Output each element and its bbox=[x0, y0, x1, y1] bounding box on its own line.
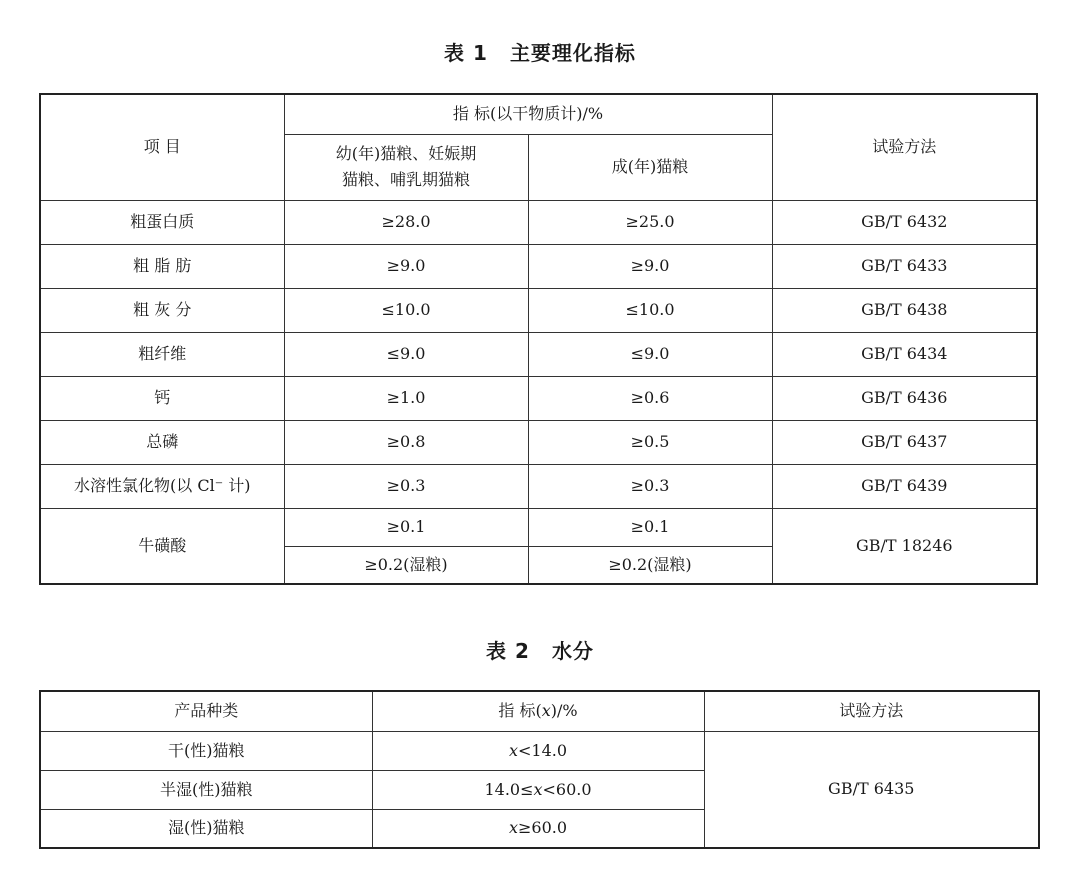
row-item: 粗 灰 分 bbox=[40, 288, 284, 332]
row-young-value: ≥0.1 bbox=[284, 508, 528, 546]
header-method: 试验方法 bbox=[772, 94, 1037, 200]
row-young-value: ≤10.0 bbox=[284, 288, 528, 332]
row-product-type: 湿(性)猫粮 bbox=[40, 809, 372, 848]
row-method: GB/T 6436 bbox=[772, 376, 1037, 420]
row-adult-value: ≤10.0 bbox=[528, 288, 772, 332]
table-row bbox=[40, 376, 1037, 420]
row-item: 水溶性氯化物(以 Cl⁻ 计) bbox=[40, 464, 284, 508]
table-row bbox=[40, 288, 1037, 332]
table-row bbox=[40, 332, 1037, 376]
row-young-value: ≥0.3 bbox=[284, 464, 528, 508]
table-row bbox=[40, 200, 1037, 244]
row-young-value: ≥28.0 bbox=[284, 200, 528, 244]
row-method: GB/T 6438 bbox=[772, 288, 1037, 332]
row-moisture-value: x<14.0 bbox=[372, 731, 704, 770]
header-indicator-group: 指 标(以干物质计)/% bbox=[284, 94, 772, 134]
header-item: 项 目 bbox=[40, 94, 284, 200]
header-indicator: 指 标(x)/% bbox=[372, 691, 704, 731]
row-item: 总磷 bbox=[40, 420, 284, 464]
table-row bbox=[40, 420, 1037, 464]
row-young-value: ≤9.0 bbox=[284, 332, 528, 376]
row-young-value: ≥0.2(湿粮) bbox=[284, 546, 528, 584]
table-row bbox=[40, 464, 1037, 508]
row-adult-value: ≥25.0 bbox=[528, 200, 772, 244]
row-adult-value: ≥0.2(湿粮) bbox=[528, 546, 772, 584]
row-item: 钙 bbox=[40, 376, 284, 420]
table-row bbox=[40, 731, 1039, 770]
row-method: GB/T 6435 bbox=[704, 731, 1039, 848]
table-row bbox=[40, 508, 1037, 546]
row-product-type: 干(性)猫粮 bbox=[40, 731, 372, 770]
row-product-type: 半湿(性)猫粮 bbox=[40, 770, 372, 809]
row-adult-value: ≥9.0 bbox=[528, 244, 772, 288]
moisture-table bbox=[39, 690, 1040, 849]
row-adult-value: ≥0.5 bbox=[528, 420, 772, 464]
row-method: GB/T 6432 bbox=[772, 200, 1037, 244]
row-method: GB/T 18246 bbox=[772, 508, 1037, 584]
row-method: GB/T 6437 bbox=[772, 420, 1037, 464]
row-young-value: ≥9.0 bbox=[284, 244, 528, 288]
table2-name: 水分 bbox=[551, 639, 594, 663]
header-product-type: 产品种类 bbox=[40, 691, 372, 731]
row-method: GB/T 6433 bbox=[772, 244, 1037, 288]
table-row bbox=[40, 244, 1037, 288]
physicochemical-indicators-table bbox=[39, 93, 1038, 585]
row-moisture-value: 14.0≤x<60.0 bbox=[372, 770, 704, 809]
header-adult-cat-food: 成(年)猫粮 bbox=[528, 134, 772, 200]
row-adult-value: ≥0.6 bbox=[528, 376, 772, 420]
row-moisture-value: x≥60.0 bbox=[372, 809, 704, 848]
row-young-value: ≥0.8 bbox=[284, 420, 528, 464]
row-adult-value: ≤9.0 bbox=[528, 332, 772, 376]
row-item: 粗蛋白质 bbox=[40, 200, 284, 244]
table2-title bbox=[0, 635, 1080, 664]
row-item: 粗纤维 bbox=[40, 332, 284, 376]
table1-number: 表 1 bbox=[444, 41, 488, 65]
table1-name: 主要理化指标 bbox=[509, 41, 636, 65]
row-method: GB/T 6434 bbox=[772, 332, 1037, 376]
row-method: GB/T 6439 bbox=[772, 464, 1037, 508]
row-item: 粗 脂 肪 bbox=[40, 244, 284, 288]
table2-number: 表 2 bbox=[486, 639, 530, 663]
row-adult-value: ≥0.3 bbox=[528, 464, 772, 508]
table1-title bbox=[0, 37, 1080, 66]
header-young-cat-food: 幼(年)猫粮、妊娠期 猫粮、哺乳期猫粮 bbox=[284, 134, 528, 200]
row-item: 牛磺酸 bbox=[40, 508, 284, 584]
row-young-value: ≥1.0 bbox=[284, 376, 528, 420]
header-method: 试验方法 bbox=[704, 691, 1039, 731]
row-adult-value: ≥0.1 bbox=[528, 508, 772, 546]
